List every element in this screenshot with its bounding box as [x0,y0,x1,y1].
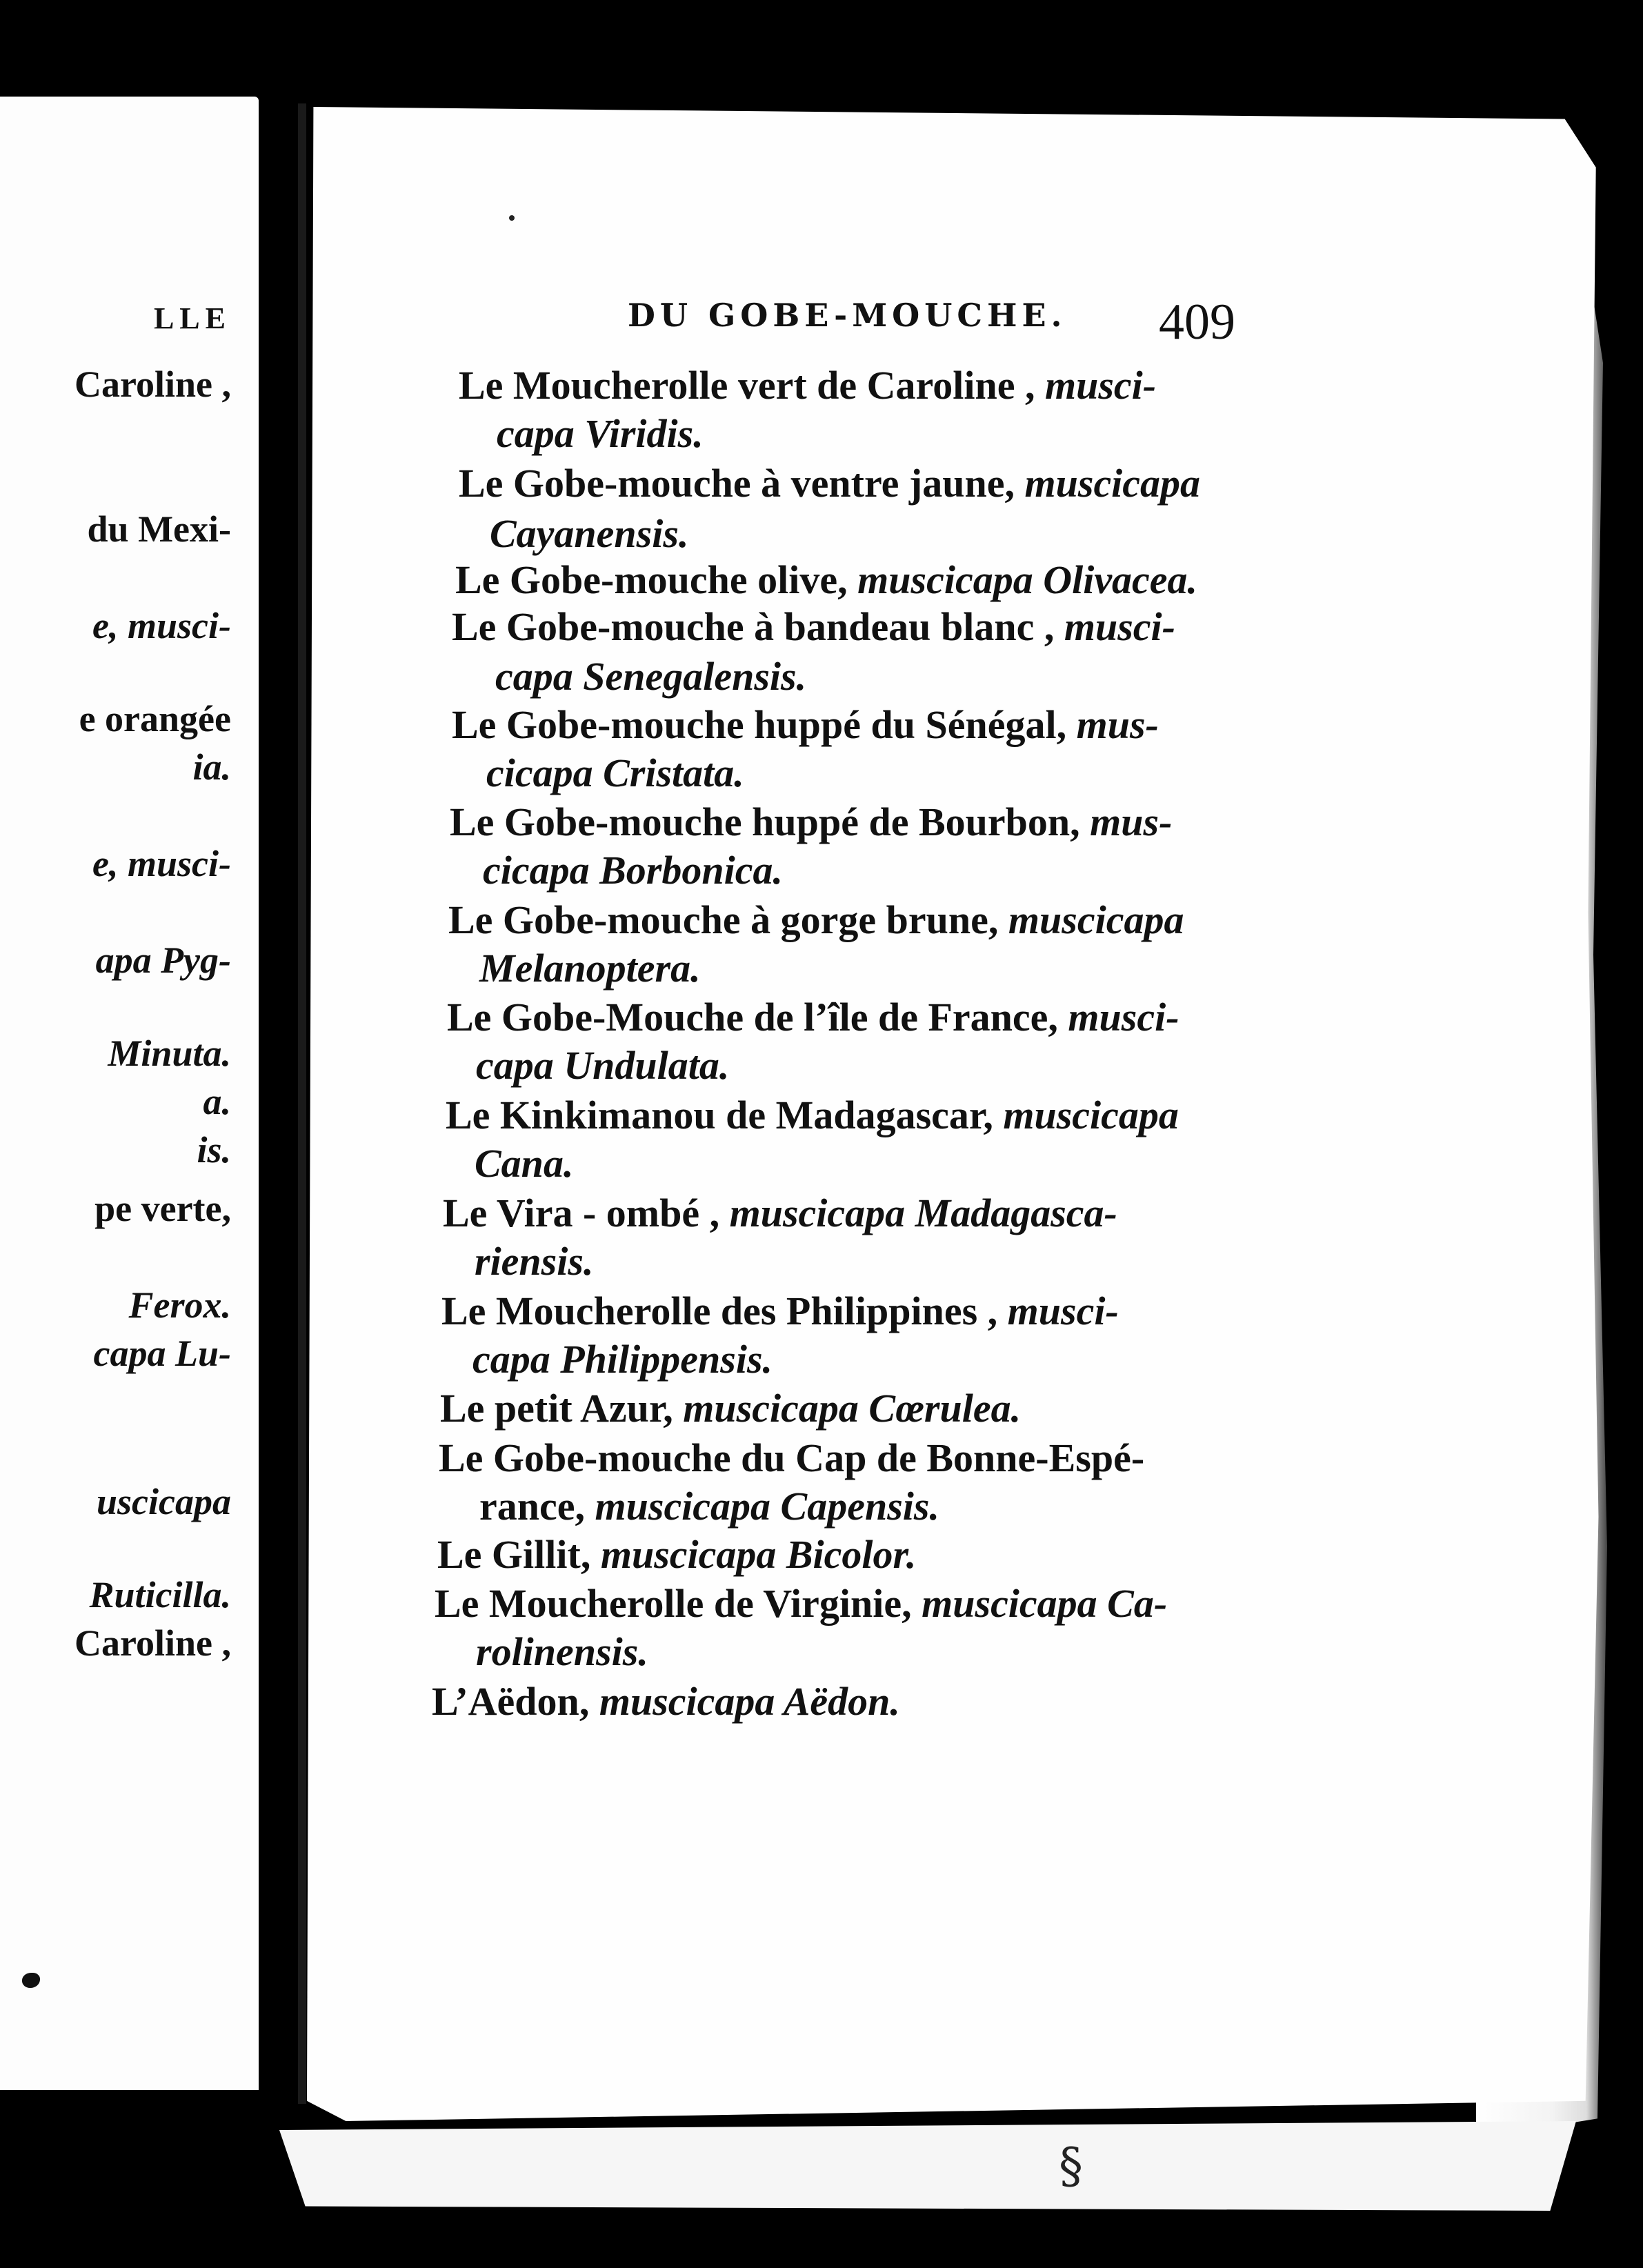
entry-line [455,557,1198,602]
latin-name: Cayanensis. [490,511,689,556]
common-name: Le Moucherolle des Philippines , [441,1289,1008,1333]
left-page-line: pe verte, [94,1188,231,1229]
latin-name: muscicapa [1008,897,1184,942]
common-name: Le Kinkimanou de Madagascar, [446,1093,1004,1137]
common-name: Le Vira - ombé , [443,1191,730,1235]
common-name: L’Aëdon, [432,1679,599,1724]
common-name: rance, [479,1484,595,1529]
running-head: DU GOBE-MOUCHE. [628,297,1067,334]
latin-name: cicapa Borbonica. [483,848,783,893]
entry-line [495,654,807,699]
latin-name: muscicapa Capensis. [595,1484,939,1529]
left-page-line: Caroline , [74,364,231,405]
latin-name: musci- [1064,604,1175,649]
entry-line [437,1532,917,1577]
common-name: Le Gobe-mouche à gorge brune, [448,897,1008,942]
entry-line [497,411,704,456]
latin-name: muscicapa Madagasca- [729,1191,1117,1235]
entry-line [432,1679,900,1724]
entry-line [435,1581,1168,1626]
left-page-line: Caroline , [74,1622,231,1664]
common-name: Le Gobe-mouche huppé de Bourbon, [450,799,1091,844]
entry-line [452,702,1159,747]
entry-line [448,897,1184,942]
left-page-line: Ruticilla. [89,1574,231,1615]
left-page-line: LLE [153,301,231,335]
common-name: Le Gobe-mouche à bandeau blanc , [452,604,1064,649]
latin-name: muscicapa [1024,461,1201,506]
left-page-line: a. [203,1081,231,1122]
latin-name: musci- [1044,363,1157,408]
common-name: Le Gobe-mouche du Cap de Bonne-Espé- [439,1435,1145,1480]
latin-name: capa Undulata. [476,1043,730,1088]
left-page-line: ia. [192,746,231,788]
previous-page-fragment [0,97,259,2090]
latin-name: muscicapa Aëdon. [599,1679,900,1724]
common-name: Le Gobe-mouche olive, [455,557,858,602]
entry-line [475,1239,594,1284]
latin-name: musci- [1007,1289,1119,1333]
entry-line [472,1337,773,1382]
latin-name: cicapa Cristata. [486,750,744,795]
latin-name: riensis. [475,1239,594,1284]
entry-line [452,604,1175,649]
latin-name: mus- [1090,799,1173,844]
latin-name: muscicapa [1003,1093,1179,1137]
left-page-line: e, musci- [92,605,231,646]
latin-name: rolinensis. [476,1629,648,1674]
speck [509,215,515,221]
entry-line [440,1386,1022,1431]
latin-name: muscicapa Cœrulea. [683,1386,1022,1431]
entry-line [476,1629,648,1674]
left-page-line: e orangée [79,698,231,739]
common-name: Le Moucherolle de Virginie, [435,1581,922,1626]
left-page-line: Minuta. [108,1033,231,1074]
entry-line [439,1435,1145,1480]
latin-name: Cana. [475,1141,574,1186]
latin-name: capa Viridis. [497,411,704,456]
latin-name: musci- [1068,995,1179,1040]
entry-line [441,1291,1119,1331]
left-page-line: capa Lu- [93,1333,231,1374]
left-page-line: apa Pyg- [95,939,231,981]
left-page-line: du Mexi- [87,508,231,550]
entry-line [490,511,689,556]
left-page-line: is. [197,1129,231,1171]
entry-line [447,995,1179,1040]
latin-name: muscicapa Ca- [922,1581,1168,1626]
left-page-line: uscicapa [97,1481,231,1522]
common-name: Le Gobe-mouche à ventre jaune, [459,461,1025,506]
ink-blot [22,1973,40,1988]
common-name: Le Gobe-mouche huppé du Sénégal, [452,702,1077,747]
latin-name: capa Philippensis. [472,1337,773,1382]
common-name: Le Gillit, [437,1532,601,1577]
common-name: Le Moucherolle vert de Caroline , [459,363,1045,408]
left-page-line: e, musci- [92,843,231,884]
latin-name: muscicapa Olivacea. [857,557,1198,602]
entry-line [479,1484,939,1529]
gutter-shadow [298,103,306,2104]
stray-pencil-mark: § [1059,2138,1083,2194]
left-page-line: Ferox. [128,1284,231,1326]
entry-line [476,1043,730,1088]
latin-name: muscicapa Bicolor. [600,1532,917,1577]
entry-line [479,946,701,991]
page-number: 409 [1159,294,1235,350]
entry-line [475,1141,574,1186]
latin-name: capa Senegalensis. [495,654,807,699]
entry-line [459,363,1157,408]
entry-line [450,799,1173,844]
common-name: Le petit Azur, [440,1386,684,1431]
page-bottom-strip [279,2121,1576,2211]
latin-name: mus- [1076,702,1159,747]
entry-line [443,1193,1117,1233]
entry-line [459,461,1201,506]
latin-name: Melanoptera. [479,946,701,991]
entry-line [446,1095,1179,1135]
entry-line [483,850,783,891]
entry-line [486,750,744,795]
common-name: Le Gobe-Mouche de l’île de France, [447,995,1068,1040]
